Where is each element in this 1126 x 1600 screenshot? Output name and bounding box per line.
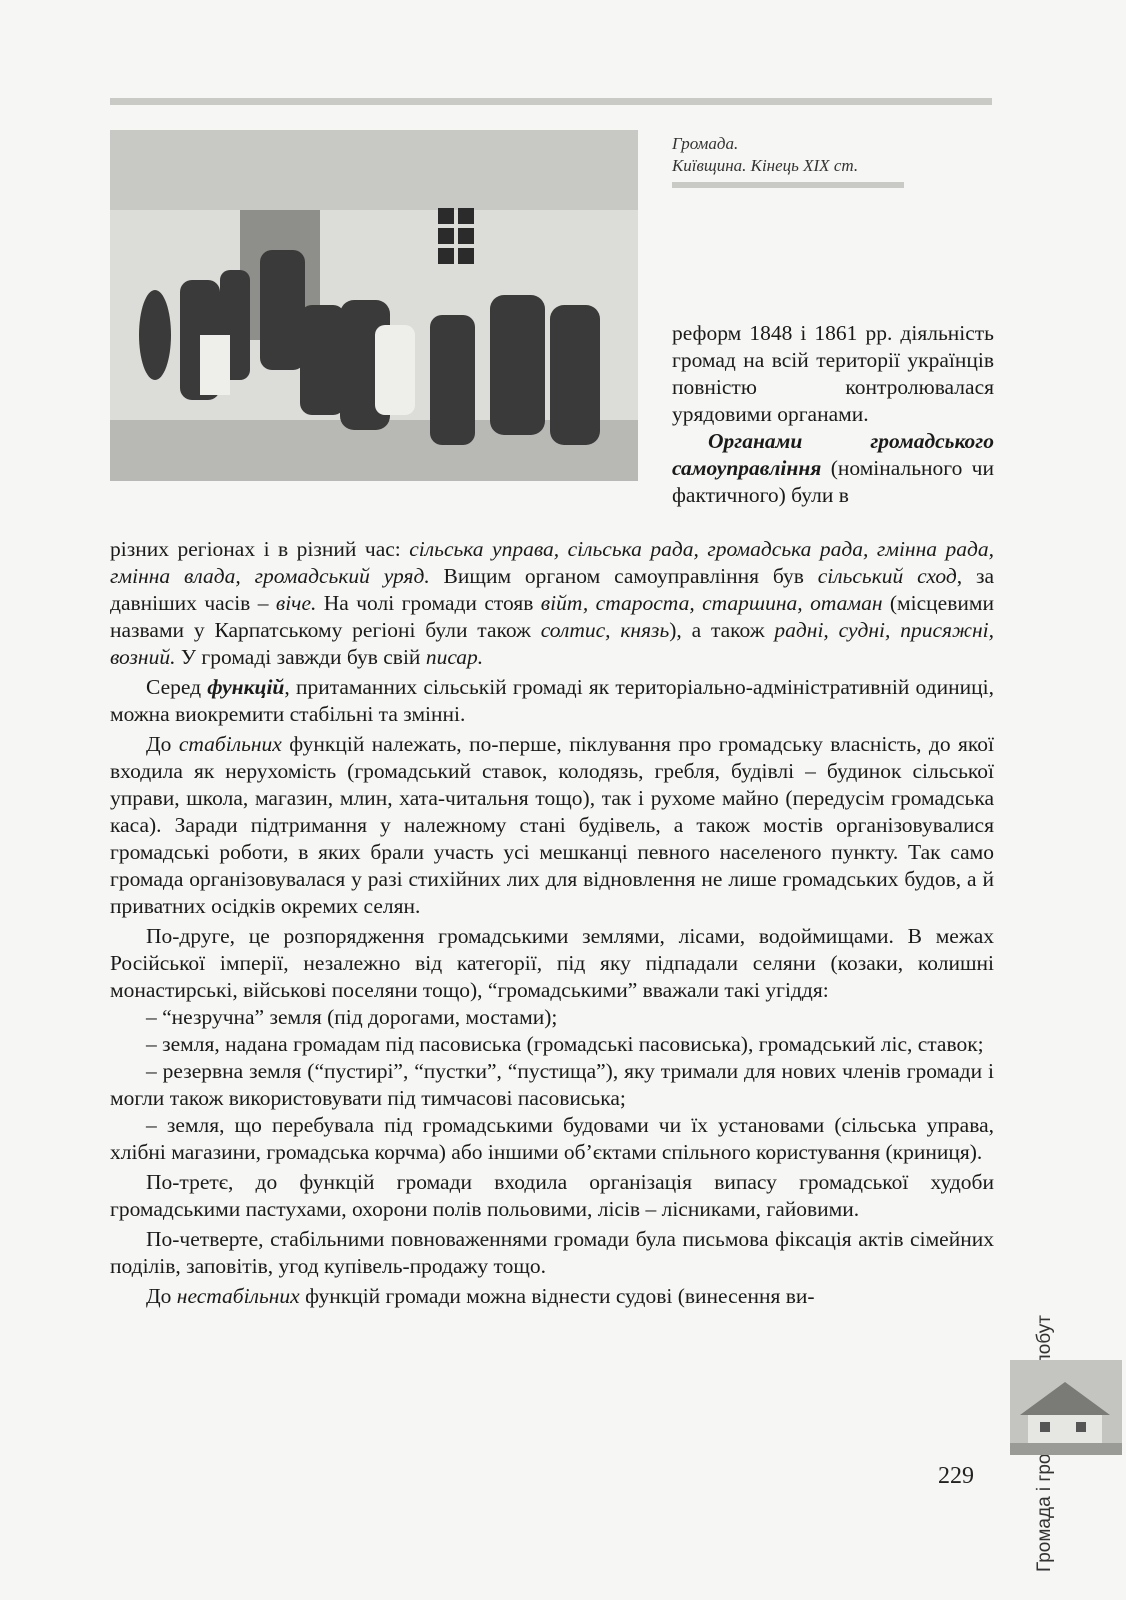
historical-photo [110,130,638,481]
italic-term: радні, судні, присяжні, возний. [110,618,995,669]
page-number: 229 [938,1463,974,1489]
italic-term: війт, староста, старшина, отаман [540,591,883,615]
side-paragraph-2 [672,428,994,509]
paragraph [110,674,994,728]
caption-line-1: Громада. [672,134,739,153]
italic-term: віче. [275,591,317,615]
main-body-text [110,536,994,1310]
side-column-text [672,320,994,509]
paragraph [110,1283,994,1310]
list-item: – “незручна” земля (під дорогами, мостами); [146,1005,558,1029]
bold-term: функцій [207,675,285,699]
side-paragraph-1: реформ 1848 і 1861 рр. діяльність громад на всій території українців повністю контролювалася урядовими органами. [672,321,994,426]
text-span: Вищим органом самоуправління був [429,564,818,588]
text-span: ), а також [669,618,775,642]
list-item: – земля, що перебувала під громадськими будовами чи їх установами (сільська управа, хлібні магазини, громадська корчма) або іншими об’єктами спільного користування (криниця). [110,1113,994,1164]
text-span: , притаманних сільській громаді як територіально-адміністративній одиниці, можна виокремити стабільні та змінні. [110,675,994,726]
paragraph: По-друге, це розпорядження громадськими землями, лісами, водоймищами. В межах Російської імперії, незалежно від категорії, під яку підпадали селяни (козаки, колишні монастирські, військові поселяни тощо), “громадськими” вважали такі угіддя: [110,924,994,1002]
italic-term: писар. [425,645,484,669]
list-item: – земля, надана громадам під пасовиська (громадські пасовиська), громадський ліс, ставок; [146,1032,984,1056]
text-span: У громаді завжди був свій [175,645,426,669]
text-span: (місцевими назвами у Карпатському регіоні були також [110,591,994,642]
text-span: (номінального чи фактичного) були в [672,456,994,507]
text-span: , за давніших часів – [110,564,994,615]
italic-term: солтис, князь [540,618,670,642]
top-rule [110,98,992,105]
italic-term: нестабільних [176,1284,300,1308]
italic-term: сільський сход [817,564,957,588]
list-item: – резервна земля (“пустирі”, “пустки”, “пустища”), яку тримали для нових членів громади і могли також використовувати під тимчасові пасовиська; [110,1059,994,1110]
text-span: функцій громади можна віднести судові (винесення ви- [299,1284,815,1308]
paragraph [110,536,994,671]
paragraph [110,731,994,920]
caption-line-2: Київщина. Кінець XIX ст. [672,156,859,175]
text-span: Серед [146,675,208,699]
paragraph: По-четверте, стабільними повноваженнями громади була письмова фіксація актів сімейних поділів, заповітів, угод купівель-продажу тощо. [110,1227,994,1278]
italic-term: стабільних [178,732,282,756]
text-span: різних регіонах і в різний час: [110,537,410,561]
photo-caption [672,133,972,177]
italic-term: сільська управа, сільська рада, громадська рада, гмінна рада, гмінна влада, громадський уряд. [110,537,994,588]
text-span: До [146,1284,177,1308]
paragraph: По-третє, до функцій громади входила організація випасу громадської худоби громадськими пастухами, охорони полів польовими, лісів – лісниками, гайовими. [110,1170,994,1221]
house-thumbnail [1010,1360,1122,1455]
text-span: функцій належать, по-перше, піклування про громадську власність, до якої входила як нерухомість (громадський ставок, колодязь, гребля, будівлі – будинок сільської управи, школа, магазин, млин, хата-читальня тощо), так і рухоме майно (передусім громадська каса). Заради підтримання у належному стані будівель, а також мостів організовувалися громадські роботи, в яких брали участь усі мешканці певного населеного пункту. Так само громада організовувалася у разі стихійних лих для відновлення не лише громадських будов, а й приватних осідків окремих селян. [110,732,994,918]
bold-term: Органами громадського самоуправління [672,429,994,480]
text-span: До [146,732,179,756]
text-span: На чолі громади стояв [316,591,541,615]
caption-rule [672,182,904,188]
